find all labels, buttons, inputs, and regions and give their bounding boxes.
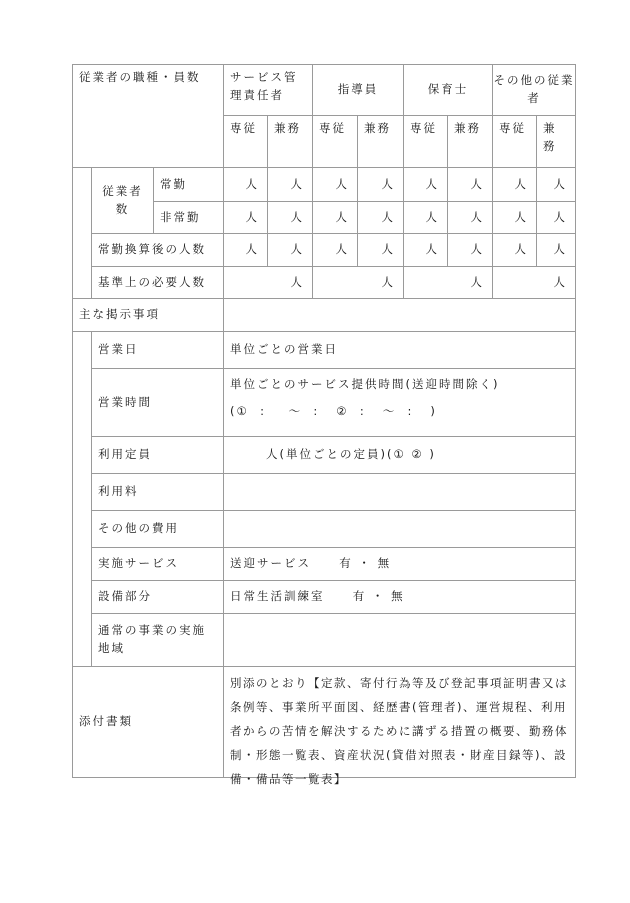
staff-type-header: 従業者の職種・員数	[72, 64, 224, 168]
sub-header-dedicated: 専従	[312, 115, 358, 168]
required-count-cell[interactable]: 人	[223, 266, 313, 299]
business-hours-value: 単位ごとのサービス提供時間(送迎時間除く)	[230, 377, 500, 391]
count-cell[interactable]: 人	[492, 167, 537, 202]
required-count-cell[interactable]: 人	[492, 266, 576, 299]
required-count-cell[interactable]: 人	[403, 266, 493, 299]
count-cell[interactable]: 人	[357, 201, 404, 234]
other-costs-label: その他の費用	[91, 510, 224, 548]
service-area-label: 通常の事業の実施地域	[91, 613, 224, 667]
attachments-value: 別添のとおり【定款、寄付行為等及び登記事項証明書又は条例等、事業所平面図、経歴書(管理者)、運営規程、利用者からの苦情を解決するために講ずる措置の概要、勤務体制・形態一覧表、資産状況(貸借対照表・財産目録等)、設備・備品等一覧表】	[223, 666, 576, 778]
sub-header-dedicated: 専従	[492, 115, 537, 168]
count-cell[interactable]: 人	[492, 201, 537, 234]
notices-indent-column	[72, 331, 92, 667]
count-cell[interactable]: 人	[223, 167, 268, 202]
business-days-label: 営業日	[91, 331, 224, 369]
capacity-value[interactable]: 人(単位ごとの定員)(① ② )	[223, 436, 576, 474]
sub-header-concurrent: 兼務	[357, 115, 404, 168]
business-hours-time-slots: (① : ～ : ② : ～ : )	[230, 403, 437, 418]
attachments-label: 添付書類	[72, 666, 224, 778]
sub-header-concurrent: 兼務	[536, 115, 576, 168]
count-cell[interactable]: 人	[447, 167, 493, 202]
count-cell[interactable]: 人	[536, 233, 576, 267]
sub-header-concurrent: 兼務	[447, 115, 493, 168]
notices-value	[223, 298, 576, 332]
count-cell[interactable]: 人	[403, 233, 448, 267]
sub-header-dedicated: 専従	[223, 115, 268, 168]
count-cell[interactable]: 人	[223, 201, 268, 234]
count-cell[interactable]: 人	[403, 167, 448, 202]
business-days-value[interactable]: 単位ごとの営業日	[223, 331, 576, 369]
business-hours-label: 営業時間	[91, 368, 224, 437]
job-header-service-manager: サービス管理責任者	[223, 64, 313, 116]
count-cell[interactable]: 人	[312, 233, 358, 267]
count-cell[interactable]: 人	[492, 233, 537, 267]
capacity-label: 利用定員	[91, 436, 224, 474]
job-header-other-staff: その他の従業者	[492, 64, 576, 116]
service-area-value[interactable]	[223, 613, 576, 667]
fte-label: 常勤換算後の人数	[91, 233, 224, 267]
count-cell[interactable]: 人	[357, 167, 404, 202]
count-cell[interactable]: 人	[357, 233, 404, 267]
sub-header-dedicated: 専従	[403, 115, 448, 168]
count-cell[interactable]: 人	[312, 167, 358, 202]
job-header-instructor: 指導員	[312, 64, 404, 116]
required-label: 基準上の必要人数	[91, 266, 224, 299]
services-label: 実施サービス	[91, 547, 224, 581]
required-count-cell[interactable]: 人	[312, 266, 404, 299]
facility-label: 設備部分	[91, 580, 224, 614]
count-cell[interactable]: 人	[267, 167, 313, 202]
full-time-label: 常勤	[153, 167, 224, 202]
business-hours-cell[interactable]	[223, 368, 576, 437]
count-cell[interactable]: 人	[223, 233, 268, 267]
indent-column	[72, 167, 92, 299]
count-cell[interactable]: 人	[267, 201, 313, 234]
other-costs-value[interactable]	[223, 510, 576, 548]
transport-service-value[interactable]: 送迎サービス 有 ・ 無	[223, 547, 576, 581]
count-cell[interactable]: 人	[312, 201, 358, 234]
count-cell[interactable]: 人	[267, 233, 313, 267]
count-cell[interactable]: 人	[403, 201, 448, 234]
notices-label: 主な掲示事項	[72, 298, 224, 332]
count-cell[interactable]: 人	[536, 201, 576, 234]
job-header-childcare: 保育士	[403, 64, 493, 116]
staff-count-label: 従業者数	[91, 167, 154, 234]
sub-header-concurrent: 兼務	[267, 115, 313, 168]
count-cell[interactable]: 人	[447, 233, 493, 267]
part-time-label: 非常勤	[153, 201, 224, 234]
usage-fee-label: 利用料	[91, 473, 224, 511]
training-room-value[interactable]: 日常生活訓練室 有 ・ 無	[223, 580, 576, 614]
usage-fee-value[interactable]	[223, 473, 576, 511]
count-cell[interactable]: 人	[447, 201, 493, 234]
count-cell[interactable]: 人	[536, 167, 576, 202]
